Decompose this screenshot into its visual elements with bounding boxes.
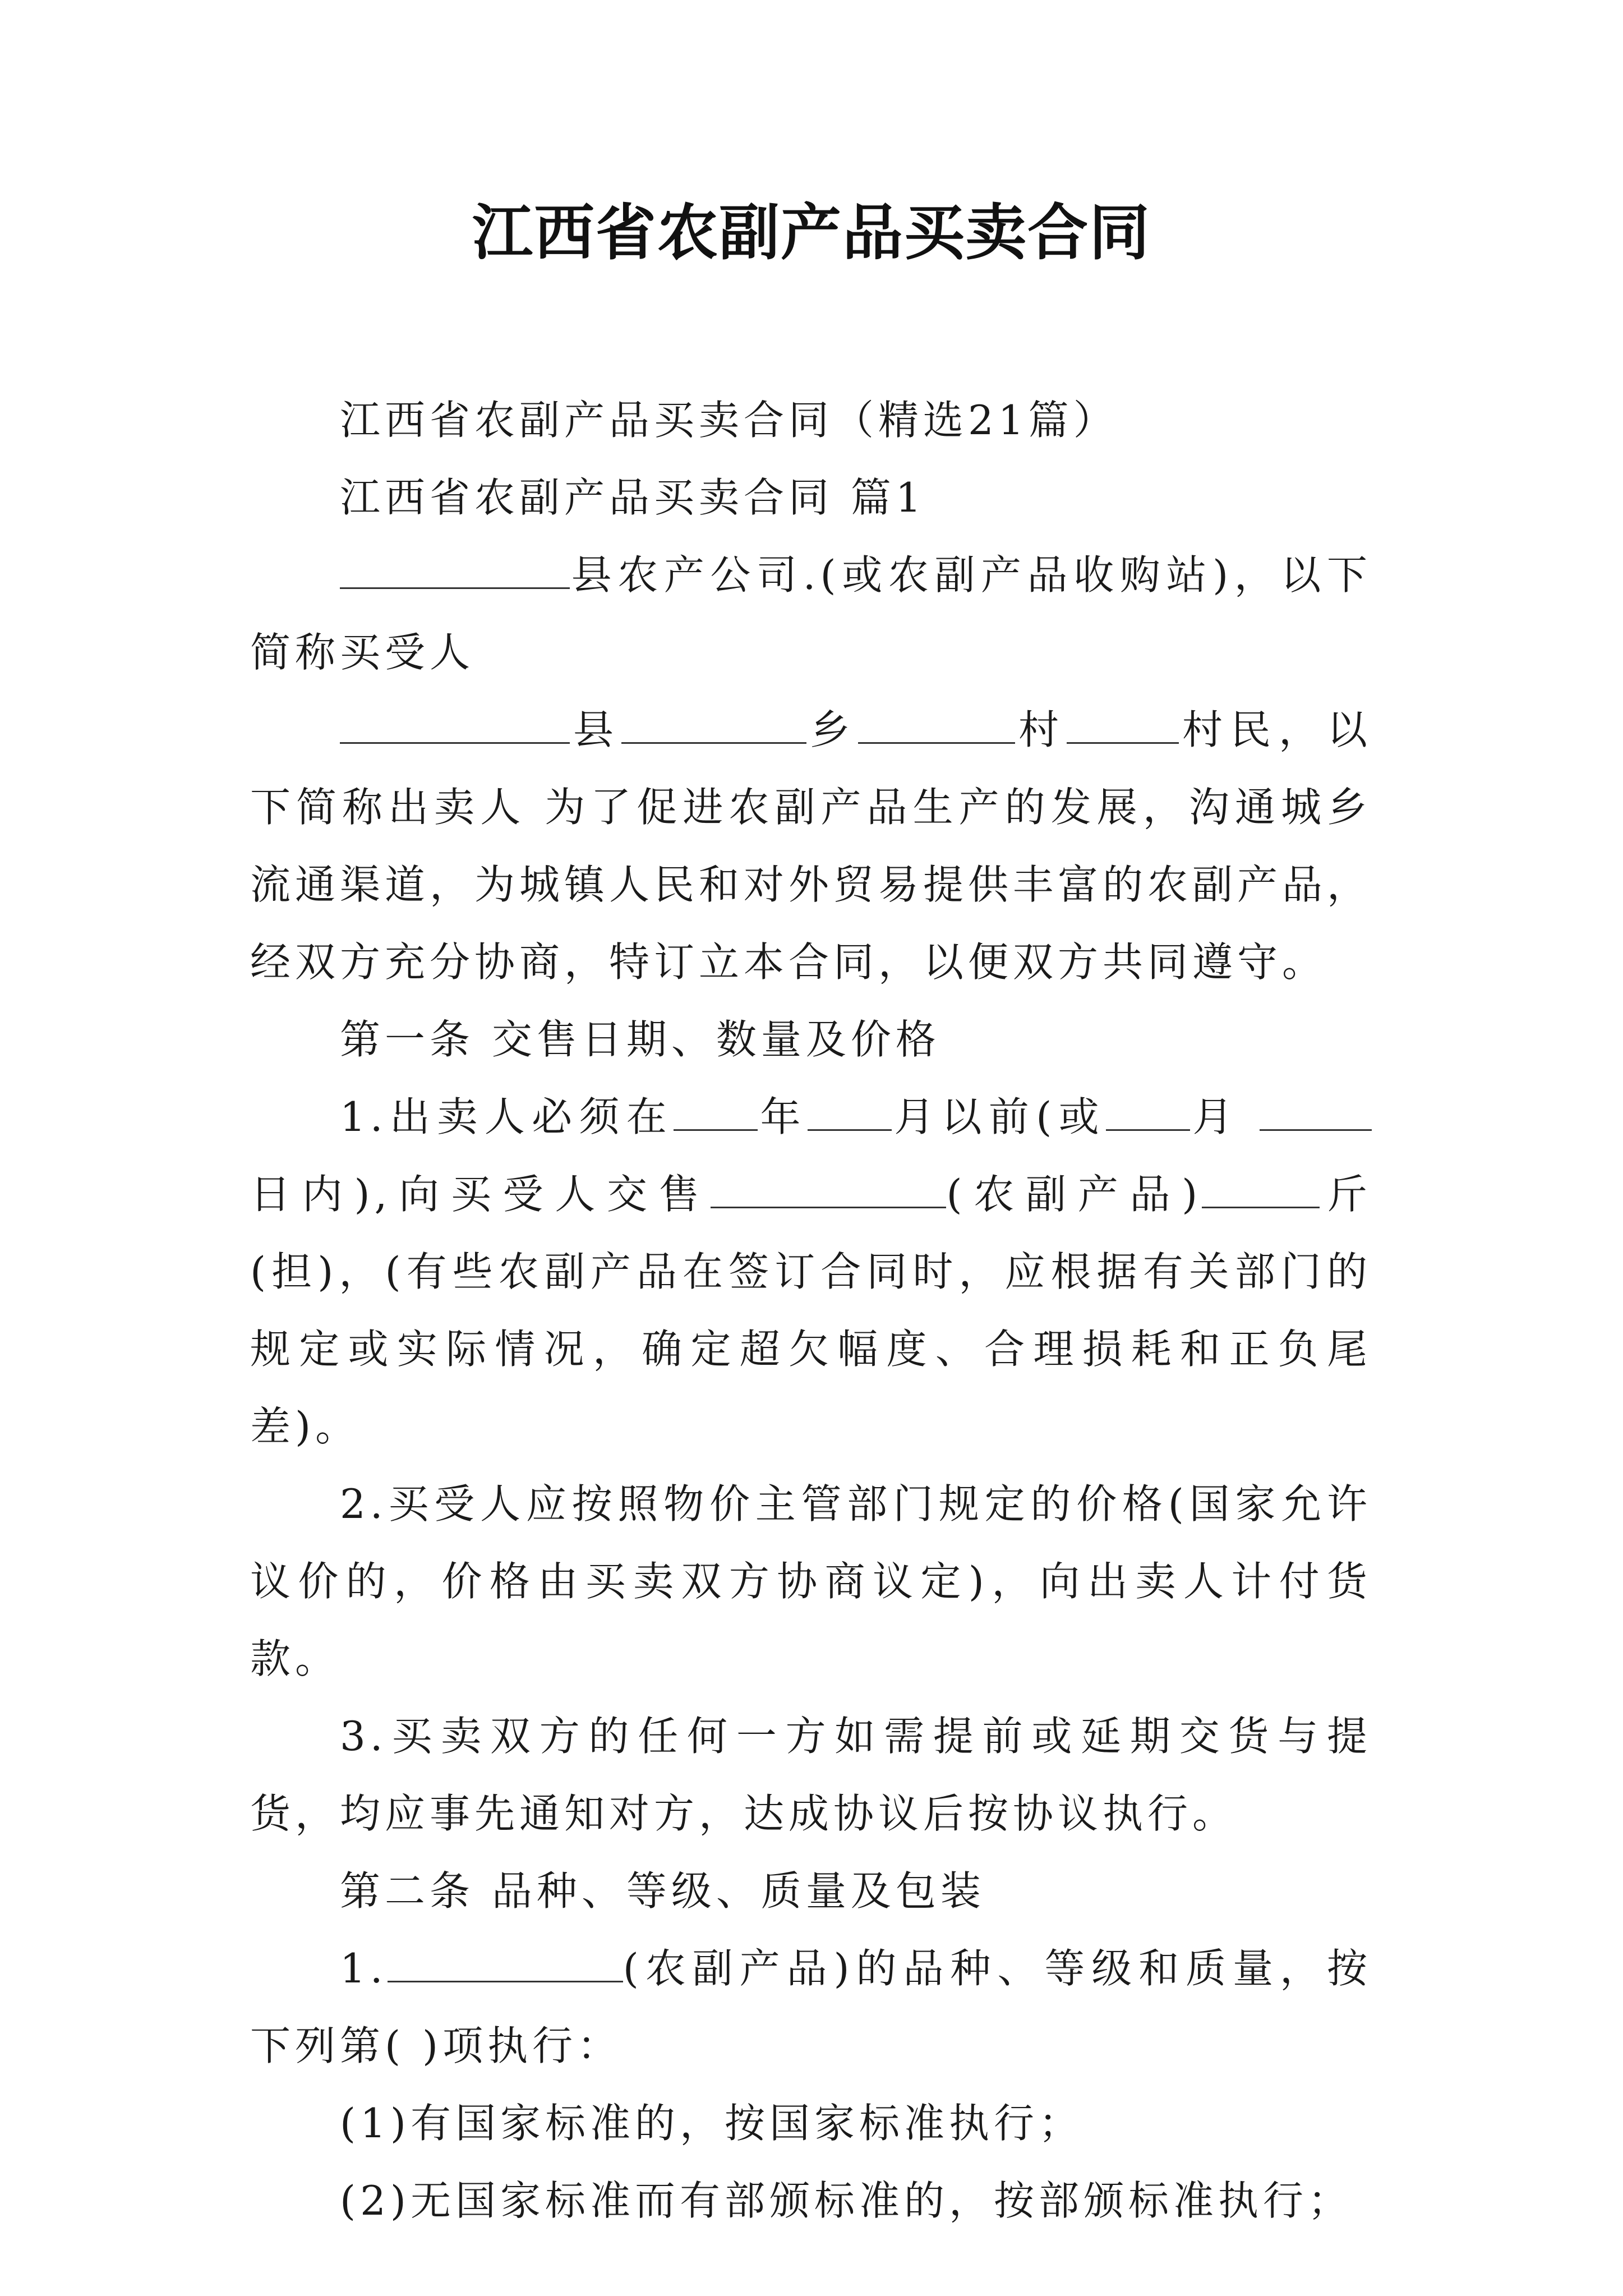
blank-line xyxy=(1106,1093,1190,1131)
label-county: 县 xyxy=(570,706,621,753)
clause-text: 月以前(或 xyxy=(891,1093,1106,1140)
paragraph-buyer-text: 县农产公司.(或农副产品收购站)，以下简称买受人 xyxy=(250,551,1372,676)
article-2-heading: 第二条 品种、等级、质量及包装 xyxy=(340,1867,985,1915)
document-body xyxy=(250,381,1372,2239)
blank-line xyxy=(858,706,1015,744)
document-subtitle: 江西省农副产品买卖合同（精选21篇） xyxy=(340,397,1118,444)
blank-line xyxy=(808,1093,892,1131)
label-village: 村 xyxy=(1015,706,1067,753)
paragraph-buyer xyxy=(250,536,1372,691)
clause-text: 日内),向买受人交售 xyxy=(250,1171,711,1218)
clause-number: 1. xyxy=(340,1945,388,1992)
blank-line xyxy=(1067,706,1179,744)
blank-line xyxy=(621,706,806,744)
blank-line xyxy=(388,1945,623,1982)
clause-text: (农副产品)的品种、等级和质量，按下列第( )项执行： xyxy=(250,1945,1372,2069)
paragraph-seller-text: 村民，以下简称出卖人 为了促进农副产品生产的发展，沟通城乡流通渠道，为城镇人民和对外贸易提供丰富的农副产品，经双方充分协商，特订立本合同，以便双方共同遵守。 xyxy=(250,706,1372,986)
blank-line xyxy=(711,1171,946,1208)
article-2-item-1: (1)有国家标准的，按国家标准执行； xyxy=(340,2100,1083,2147)
label-township: 乡 xyxy=(806,706,858,753)
clause-text: (农副产品) xyxy=(946,1171,1202,1218)
label-month: 月 xyxy=(1190,1093,1240,1140)
section-heading: 江西省农副产品买卖合同 篇1 xyxy=(340,474,926,521)
blank-line xyxy=(674,1093,758,1131)
article-1-clause-3: 3.买卖双方的任何一方如需提前或延期交货与提货，均应事先通知对方，达成协议后按协议执行。 xyxy=(250,1713,1372,1837)
document-title: 江西省农副产品买卖合同 xyxy=(472,197,1151,268)
clause-text: 斤(担)，(有些农副产品在签订合同时，应根据有关部门的规定或实际情况，确定超欠幅度、合理损耗和正负尾差)。 xyxy=(250,1171,1372,1450)
blank-line xyxy=(1260,1093,1372,1131)
blank-line xyxy=(1202,1171,1320,1208)
blank-line xyxy=(340,706,570,744)
clause-text: 1.出卖人必须在 xyxy=(340,1093,674,1140)
article-2-clause-1 xyxy=(250,1930,1372,2085)
paragraph-seller xyxy=(250,691,1372,1001)
blank-line xyxy=(340,551,570,589)
article-1-heading: 第一条 交售日期、数量及价格 xyxy=(340,1016,940,1063)
article-1-clause-1 xyxy=(250,1078,1372,1465)
article-1-clause-2: 2.买受人应按照物价主管部门规定的价格(国家允许议价的，价格由买卖双方协商议定)，向出卖人计付货款。 xyxy=(250,1480,1372,1682)
article-2-item-2: (2)无国家标准而有部颁标准的，按部颁标准执行； xyxy=(340,2177,1353,2224)
label-year: 年 xyxy=(758,1093,808,1140)
